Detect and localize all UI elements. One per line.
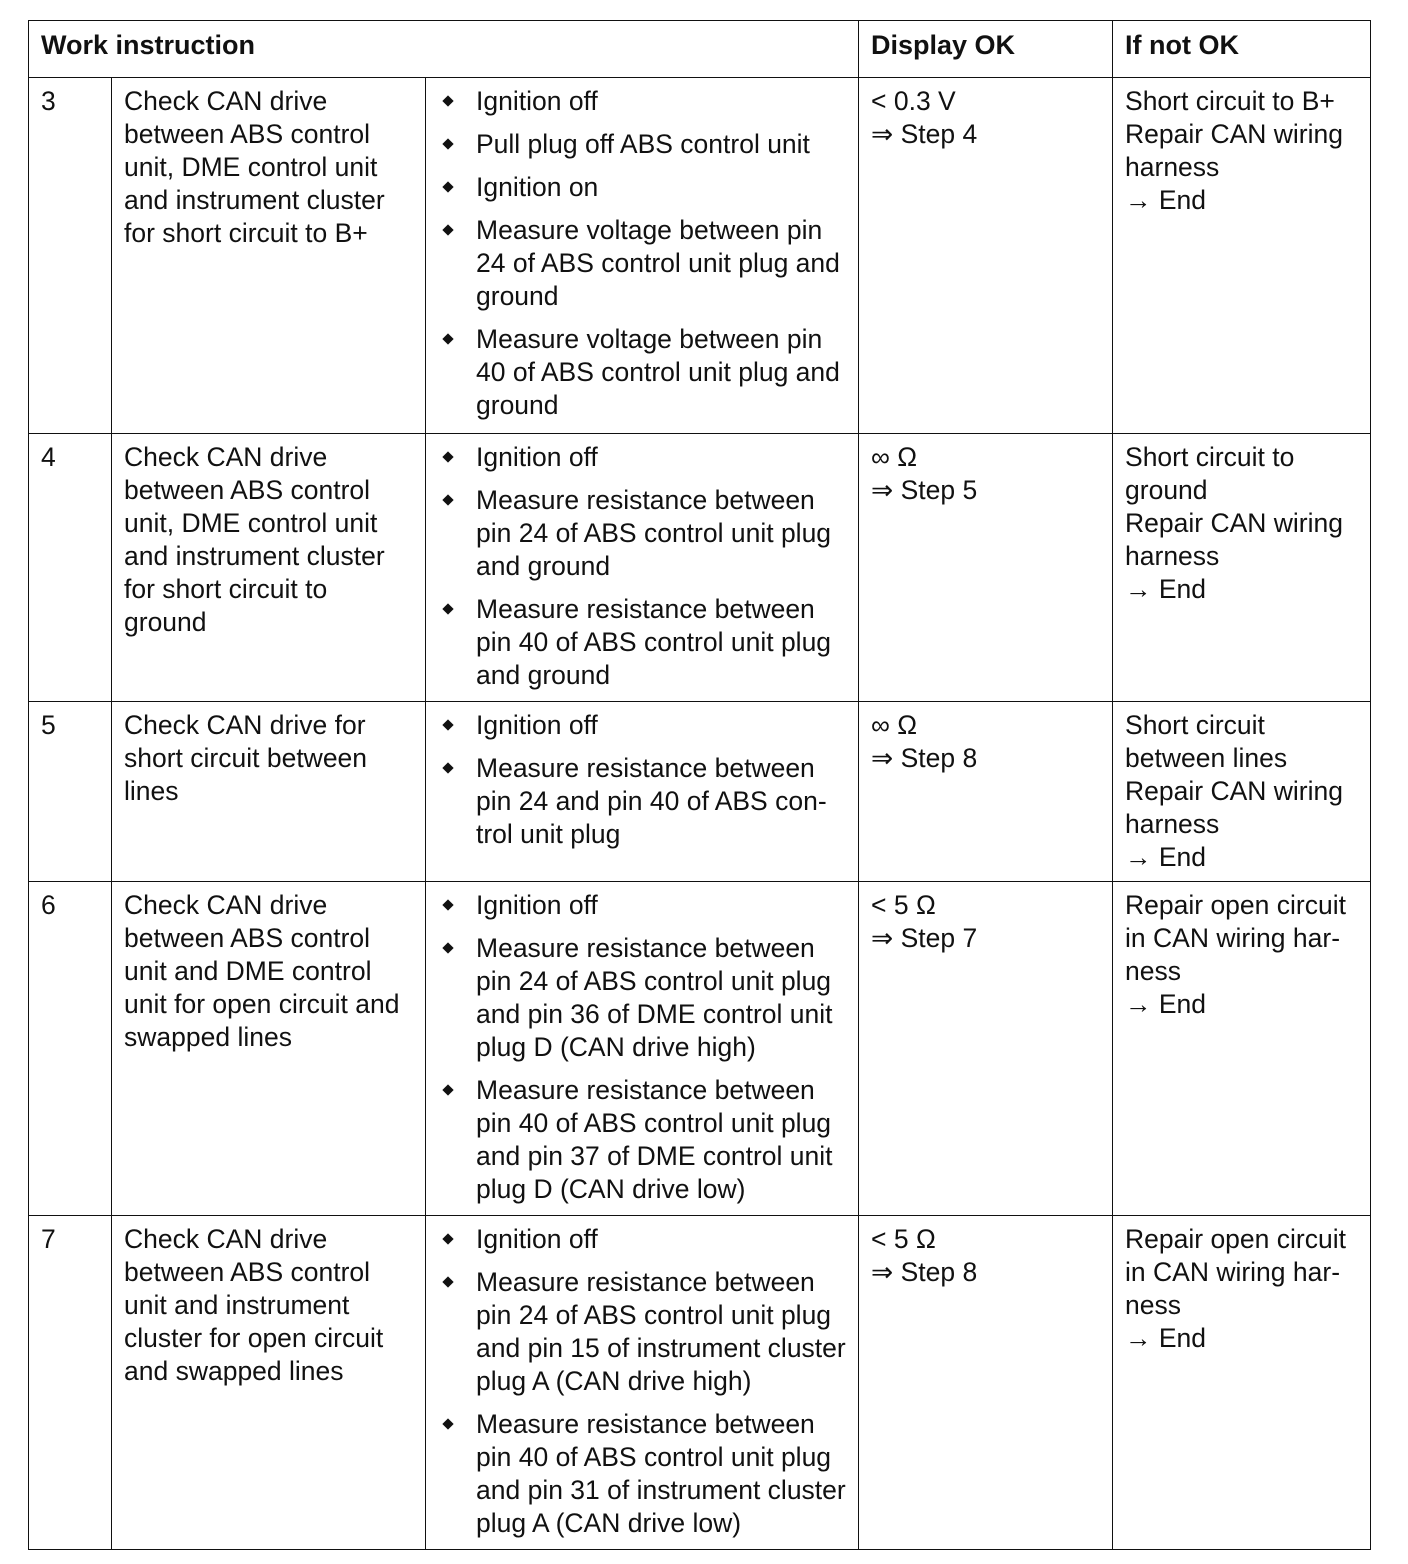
diamond-bullet-icon [442,494,453,505]
diamond-bullet-icon [442,942,453,953]
action-steps [426,882,859,1216]
diamond-bullet-icon [442,138,453,149]
list-item [438,1074,850,1206]
table-row [29,882,1371,1216]
action-steps [426,702,859,882]
list-item [438,214,850,313]
if-not-ok-line: Short circuit to B+ [1125,86,1335,116]
action-text: Measure resistance between pin 40 of ABS control unit plug and ground [476,594,832,690]
action-list [438,1223,850,1540]
diamond-bullet-icon [442,333,453,344]
list-item [438,1408,850,1540]
display-ok-cell [859,702,1113,882]
diamond-bullet-icon [442,899,453,910]
if-not-ok-line: → End [1125,842,1207,872]
diamond-bullet-icon [442,603,453,614]
diamond-bullet-icon [442,451,453,462]
list-item [438,441,850,474]
table-row [29,434,1371,702]
diamond-bullet-icon [442,1084,453,1095]
action-steps [426,434,859,702]
action-text: Ignition off [476,442,598,472]
table-body [29,78,1371,1550]
list-item [438,593,850,692]
action-text: Ignition off [476,1224,598,1254]
diamond-bullet-icon [442,1418,453,1429]
action-text: Measure resistance between pin 24 of ABS control unit plug and ground [476,485,832,581]
if-not-ok-line: Short circuit between lines [1125,710,1288,773]
action-text: Ignition off [476,890,598,920]
action-text: Ignition off [476,710,598,740]
header-if-not-ok: If not OK [1113,21,1371,78]
display-ok-line: < 5 Ω [871,890,936,920]
list-item [438,932,850,1064]
if-not-ok-cell [1113,434,1371,702]
action-list [438,709,850,851]
diamond-bullet-icon [442,1276,453,1287]
action-text: Measure resistance between pin 40 of ABS control unit plug and pin 37 of DME control unit plug D (CAN drive low) [476,1075,833,1204]
diamond-bullet-icon [442,224,453,235]
action-text: Measure resistance between pin 24 of ABS control unit plug and pin 36 of DME control unit plug D (CAN drive high) [476,933,833,1062]
display-ok-line: ⇒ Step 7 [871,923,978,953]
diamond-bullet-icon [442,181,453,192]
step-number: 7 [29,1216,112,1550]
work-instruction-table [28,20,1371,1550]
if-not-ok-cell [1113,882,1371,1216]
step-number: 6 [29,882,112,1216]
table-header-row [29,21,1371,78]
if-not-ok-cell [1113,1216,1371,1550]
header-display-ok: Display OK [859,21,1113,78]
display-ok-line: ∞ Ω [871,710,918,740]
action-list [438,889,850,1206]
list-item [438,1266,850,1398]
diamond-bullet-icon [442,762,453,773]
list-item [438,752,850,851]
list-item [438,85,850,118]
action-text: Measure voltage between pin 40 of ABS control unit plug and ground [476,324,840,420]
display-ok-cell [859,1216,1113,1550]
list-item [438,1223,850,1256]
display-ok-cell [859,882,1113,1216]
if-not-ok-line: → End [1125,185,1207,215]
action-text: Ignition on [476,172,599,202]
if-not-ok-line: Repair open circuit in CAN wiring har-ness [1125,890,1354,986]
if-not-ok-line: → End [1125,574,1207,604]
display-ok-line: < 5 Ω [871,1224,936,1254]
if-not-ok-cell [1113,702,1371,882]
check-description: Check CAN drive between ABS control unit, DME control unit and instrument cluster for short circuit to ground [112,434,426,702]
list-item [438,128,850,161]
if-not-ok-line: Repair CAN wiring harness [1125,508,1351,571]
check-description: Check CAN drive for short circuit between lines [112,702,426,882]
action-text: Measure voltage between pin 24 of ABS control unit plug and ground [476,215,840,311]
table-row [29,78,1371,434]
display-ok-line: ⇒ Step 4 [871,119,978,149]
action-text: Measure resistance between pin 24 and pin 40 of ABS con-trol unit plug [476,753,827,849]
action-steps [426,1216,859,1550]
action-list [438,441,850,692]
action-text: Pull plug off ABS control unit [476,129,810,159]
display-ok-line: < 0.3 V [871,86,956,116]
table-row [29,702,1371,882]
check-description: Check CAN drive between ABS control unit, DME control unit and instrument cluster for short circuit to B+ [112,78,426,434]
header-work-instruction: Work instruction [29,21,859,78]
display-ok-cell [859,78,1113,434]
check-description: Check CAN drive between ABS control unit and DME control unit for open circuit and swapped lines [112,882,426,1216]
table-row [29,1216,1371,1550]
list-item [438,171,850,204]
list-item [438,709,850,742]
action-list [438,85,850,422]
action-text: Measure resistance between pin 40 of ABS control unit plug and pin 31 of instrument cluster plug A (CAN drive low) [476,1409,846,1538]
list-item [438,484,850,583]
list-item [438,323,850,422]
action-text: Measure resistance between pin 24 of ABS control unit plug and pin 15 of instrument cluster plug A (CAN drive high) [476,1267,846,1396]
diamond-bullet-icon [442,719,453,730]
action-text: Ignition off [476,86,598,116]
display-ok-line: ∞ Ω [871,442,918,472]
if-not-ok-line: Short circuit to ground [1125,442,1302,505]
step-number: 4 [29,434,112,702]
check-description: Check CAN drive between ABS control unit and instrument cluster for open circuit and swapped lines [112,1216,426,1550]
display-ok-cell [859,434,1113,702]
if-not-ok-line: Repair open circuit in CAN wiring har-ness [1125,1224,1354,1320]
diamond-bullet-icon [442,1233,453,1244]
step-number: 5 [29,702,112,882]
if-not-ok-line: Repair CAN wiring harness [1125,776,1351,839]
display-ok-line: ⇒ Step 8 [871,743,978,773]
list-item [438,889,850,922]
if-not-ok-cell [1113,78,1371,434]
if-not-ok-line: → End [1125,989,1207,1019]
diamond-bullet-icon [442,95,453,106]
if-not-ok-line: Repair CAN wiring harness [1125,119,1351,182]
display-ok-line: ⇒ Step 5 [871,475,978,505]
if-not-ok-line: → End [1125,1323,1207,1353]
display-ok-line: ⇒ Step 8 [871,1257,978,1287]
step-number: 3 [29,78,112,434]
action-steps [426,78,859,434]
